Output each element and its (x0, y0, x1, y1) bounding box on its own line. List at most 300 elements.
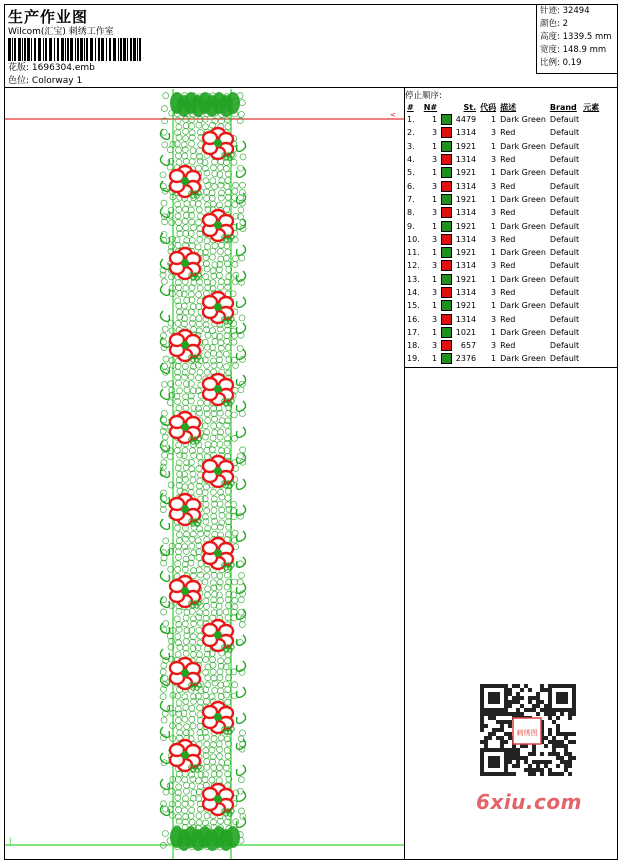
qr-module (500, 740, 504, 744)
row-element (581, 193, 601, 206)
flower-center (181, 259, 189, 267)
mesh-loop (183, 285, 189, 291)
leaf-curl-right (237, 739, 246, 749)
row-index: 6. (407, 181, 415, 191)
qr-module (560, 740, 564, 744)
mesh-loop (203, 501, 209, 507)
mesh-loop (210, 657, 216, 663)
mesh-loop (177, 388, 183, 394)
qr-module (516, 764, 520, 768)
mesh-loop (203, 484, 209, 490)
barcode-bar (133, 38, 136, 61)
color-swatch (441, 234, 452, 245)
mesh-loop (174, 616, 180, 622)
row-brand: Default (549, 301, 580, 311)
mesh-loop (232, 682, 238, 688)
mesh-loop (237, 579, 243, 585)
row-index: 15. (407, 301, 420, 311)
mesh-loop (225, 249, 231, 255)
stitch-count: 1921 (455, 194, 477, 204)
row-needle: 3 (432, 261, 438, 271)
mesh-loop (232, 182, 238, 188)
qr-module (552, 736, 556, 740)
qr-module (492, 732, 496, 736)
stitch-count: 1921 (455, 301, 477, 311)
row-element (581, 299, 601, 312)
mesh-loop (162, 326, 168, 332)
mesh-loop (210, 669, 216, 675)
barcode-bar (49, 38, 52, 61)
mesh-loop (161, 663, 167, 669)
row-code: 1 (491, 327, 497, 337)
mesh-loop (169, 812, 175, 818)
mesh-loop (177, 452, 183, 458)
qr-module (516, 752, 520, 756)
mesh-loop (237, 345, 243, 351)
mesh-loop (204, 813, 210, 819)
start-marker: < (390, 111, 396, 119)
row-brand: Default (549, 341, 580, 351)
qr-module (512, 752, 516, 756)
color-swatch (441, 314, 452, 325)
row-element (581, 140, 601, 153)
mesh-loop (217, 249, 223, 255)
mesh-loop (225, 410, 231, 416)
mesh-loop (204, 573, 210, 579)
mesh-loop (240, 154, 246, 160)
stitch-count: 2376 (455, 354, 477, 364)
flower-center (181, 423, 189, 431)
row-element (581, 246, 601, 259)
mesh-loop (212, 243, 218, 249)
qr-module (564, 768, 568, 772)
mesh-loop (233, 362, 239, 368)
mesh-loop (225, 177, 231, 183)
mesh-loop (224, 261, 230, 267)
qr-module (508, 736, 512, 740)
mesh-loop (217, 441, 223, 447)
mesh-loop (195, 375, 201, 381)
barcode-bar (84, 38, 85, 61)
mesh-loop (225, 658, 231, 664)
mesh-loop (161, 279, 167, 285)
qr-module (480, 728, 484, 732)
mesh-loop (210, 280, 216, 286)
mesh-loop (211, 423, 217, 429)
mesh-loop (203, 656, 209, 662)
row-description: Red (500, 288, 516, 297)
row-stitches (439, 193, 478, 206)
qr-module (552, 744, 556, 748)
qr-module (528, 708, 532, 712)
mesh-loop (232, 262, 238, 268)
mesh-loop (224, 338, 230, 344)
barcode-bar (12, 38, 13, 61)
mesh-loop (218, 688, 224, 694)
table-row (405, 113, 601, 126)
row-index: 10. (407, 234, 420, 244)
mesh-loop (238, 777, 244, 783)
qr-module (536, 696, 540, 700)
qr-module (508, 712, 512, 716)
mesh-loop (211, 765, 217, 771)
qr-module (544, 688, 548, 692)
qr-module (524, 708, 528, 712)
leaf-curl-right (237, 765, 246, 775)
qr-module (484, 724, 488, 728)
row-code: 3 (491, 234, 497, 244)
mesh-loop (202, 490, 208, 496)
design-preview (5, 89, 404, 859)
qr-module (544, 736, 548, 740)
mesh-loop (217, 597, 223, 603)
barcode-bar (54, 38, 55, 61)
mesh-loop (211, 507, 217, 513)
mesh-loop (196, 466, 202, 472)
mesh-loop (189, 320, 195, 326)
qr-module (480, 716, 484, 720)
mesh-loop (218, 242, 224, 248)
qr-module (548, 740, 552, 744)
table-row (405, 193, 601, 206)
qr-module (508, 688, 512, 692)
mesh-loop (217, 753, 223, 759)
mesh-loop (238, 207, 244, 213)
mesh-loop (162, 830, 168, 836)
mesh-loop (163, 789, 169, 795)
mesh-loop (232, 237, 238, 243)
col-header-needle: N# (423, 102, 438, 112)
row-code: 1 (491, 115, 497, 125)
qr-module (536, 704, 540, 708)
qr-module (500, 728, 504, 732)
qr-module (512, 700, 516, 704)
leaf-curl-right (237, 505, 246, 515)
mesh-loop (188, 560, 194, 566)
mesh-loop (175, 320, 181, 326)
mesh-loop (225, 428, 231, 434)
leaf-curl-left (160, 727, 169, 737)
qr-module (496, 720, 500, 724)
color-swatch (441, 274, 452, 285)
row-element (581, 312, 601, 325)
mesh-loop (162, 142, 168, 148)
qr-module (528, 772, 532, 776)
row-element (581, 233, 601, 246)
mesh-loop (163, 93, 169, 99)
mesh-loop (238, 387, 244, 393)
mesh-loop (169, 220, 175, 226)
row-code: 3 (491, 314, 497, 324)
mesh-loop (175, 153, 181, 159)
qr-module (536, 768, 540, 772)
header-block (4, 4, 618, 88)
mesh-loop (219, 418, 225, 424)
color-swatch (441, 127, 452, 138)
flower-center (214, 303, 222, 311)
qr-module (528, 700, 532, 704)
qr-module (528, 768, 532, 772)
row-description: Dark Green (500, 194, 546, 204)
qr-module (552, 720, 556, 724)
qr-module (520, 688, 524, 692)
row-brand: Default (549, 141, 580, 151)
row-brand: Default (549, 181, 580, 191)
barcode-bar (24, 38, 26, 61)
qr-module (536, 764, 540, 768)
qr-module (508, 692, 512, 696)
qr-module (508, 732, 512, 736)
mesh-loop (196, 165, 202, 171)
mesh-loop (212, 430, 218, 436)
row-stitches (439, 326, 478, 339)
qr-module (532, 704, 536, 708)
mesh-loop (210, 489, 216, 495)
row-element (581, 326, 601, 339)
mesh-loop (190, 147, 196, 153)
mesh-loop (196, 292, 202, 298)
qr-module (508, 772, 512, 776)
mesh-loop (196, 555, 202, 561)
qr-module (552, 748, 556, 752)
table-header-row (405, 101, 601, 113)
row-needle: 1 (432, 248, 438, 258)
mesh-loop (232, 279, 238, 285)
row-code: 3 (491, 128, 497, 138)
mesh-loop (184, 238, 190, 244)
mesh-loop (216, 747, 222, 753)
barcode-bar (18, 38, 21, 61)
mesh-loop (175, 567, 181, 573)
qr-module (544, 744, 548, 748)
qr-module (496, 712, 500, 716)
flower-center (214, 139, 222, 147)
mesh-loop (216, 765, 222, 771)
qr-code (470, 680, 586, 780)
qr-module (572, 756, 576, 760)
mesh-loop (238, 165, 244, 171)
row-needle: 1 (432, 194, 438, 204)
row-description: Red (500, 314, 516, 324)
mesh-loop (189, 772, 195, 778)
mesh-loop (169, 291, 175, 297)
software-subtitle: Wilcom(汇宝) 刺绣工作室 (8, 27, 114, 37)
mesh-loop (174, 447, 180, 453)
qr-module (536, 692, 540, 696)
mesh-loop (182, 694, 188, 700)
stitch-count: 1314 (455, 234, 477, 244)
qr-module (500, 712, 504, 716)
qr-module (504, 720, 508, 724)
qr-module (572, 712, 576, 716)
qr-module (504, 740, 508, 744)
mesh-loop (191, 621, 197, 627)
qr-module (568, 760, 572, 764)
row-stitches (439, 140, 478, 153)
mesh-loop (182, 777, 188, 783)
qr-module (556, 764, 560, 768)
flower-center (214, 795, 222, 803)
mesh-loop (240, 447, 246, 453)
qr-module (516, 756, 520, 760)
mesh-loop (203, 693, 209, 699)
mesh-loop (204, 530, 210, 536)
leaf-curl-right (237, 687, 246, 697)
qr-module (548, 772, 552, 776)
mesh-loop (239, 572, 245, 578)
qr-module (544, 712, 548, 716)
barcode-bar (127, 38, 128, 61)
mesh-loop (204, 266, 210, 272)
qr-module (508, 704, 512, 708)
mesh-loop (182, 621, 188, 627)
row-description: Red (500, 181, 516, 191)
mesh-loop (223, 692, 229, 698)
row-needle: 3 (432, 314, 438, 324)
table-row (405, 326, 601, 339)
qr-module (524, 684, 528, 688)
stitch-count: 1921 (455, 168, 477, 178)
mesh-loop (196, 614, 202, 620)
qr-module (544, 708, 548, 712)
table-row (405, 246, 601, 259)
qr-module (568, 716, 572, 720)
mesh-loop (224, 747, 230, 753)
row-description: Red (500, 128, 516, 138)
color-swatch (441, 247, 452, 258)
mesh-loop (233, 272, 239, 278)
mesh-loop (167, 147, 173, 153)
qr-module (568, 764, 572, 768)
mesh-loop (204, 362, 210, 368)
qr-module (484, 740, 488, 744)
mesh-loop (189, 783, 195, 789)
qr-module (520, 712, 524, 716)
barcode-bar (123, 38, 126, 61)
mesh-loop (183, 206, 189, 212)
row-code: 3 (491, 181, 497, 191)
color-swatch (441, 167, 452, 178)
color-swatch (441, 260, 452, 271)
row-needle: 1 (432, 168, 438, 178)
barcode-bar (113, 38, 116, 61)
mesh-loop (176, 807, 182, 813)
mesh-loop (217, 501, 223, 507)
qr-module (536, 760, 540, 764)
row-needle: 1 (432, 115, 438, 125)
qr-module (480, 740, 484, 744)
row-index: 13. (407, 274, 420, 284)
qr-module (548, 716, 552, 720)
mesh-loop (175, 117, 181, 123)
stop-sequence-table (405, 101, 601, 366)
qr-module (564, 752, 568, 756)
row-description: Red (500, 208, 516, 218)
row-brand: Default (549, 288, 580, 297)
mesh-loop (233, 819, 239, 825)
row-code: 3 (491, 155, 497, 165)
stat-colors: 颜色: 2 (540, 19, 568, 29)
row-description: Dark Green (500, 141, 546, 151)
qr-module (512, 772, 516, 776)
row-stitches (439, 179, 478, 192)
barcode-bar (27, 38, 30, 61)
qr-finder (556, 692, 568, 704)
mesh-loop (196, 778, 202, 784)
row-index: 11. (407, 248, 420, 258)
row-index: 5. (407, 168, 415, 178)
row-stitches (439, 352, 478, 365)
mesh-loop (184, 387, 190, 393)
qr-module (532, 760, 536, 764)
mesh-loop (169, 788, 175, 794)
qr-module (556, 756, 560, 760)
flower-center (181, 587, 189, 595)
mesh-loop (205, 586, 211, 592)
mesh-loop (210, 178, 216, 184)
mesh-loop (204, 758, 210, 764)
barcode-bar (31, 38, 32, 61)
mesh-loop (175, 219, 181, 225)
qr-module (568, 772, 572, 776)
leaf-curl-right (237, 323, 246, 333)
row-needle: 1 (432, 221, 438, 231)
row-brand: Default (549, 208, 580, 218)
qr-module (508, 752, 512, 756)
row-needle: 1 (432, 141, 438, 151)
design-label: 花版: (8, 63, 30, 73)
mesh-loop (223, 681, 229, 687)
mesh-loop (183, 730, 189, 736)
mesh-loop (183, 639, 189, 645)
mesh-loop (203, 261, 209, 267)
mesh-loop (183, 399, 189, 405)
mesh-loop (160, 333, 166, 339)
mesh-loop (196, 304, 202, 310)
qr-module (540, 708, 544, 712)
row-code: 1 (491, 168, 497, 178)
qr-module (484, 736, 488, 740)
mesh-loop (212, 524, 218, 530)
qr-module (548, 732, 552, 736)
stitch-count: 1314 (455, 155, 477, 165)
row-brand: Default (549, 248, 580, 258)
qr-module (556, 744, 560, 748)
mesh-loop (205, 675, 211, 681)
qr-module (504, 712, 508, 716)
mesh-loop (225, 502, 231, 508)
mesh-loop (196, 489, 202, 495)
qr-module (556, 740, 560, 744)
barcode-bar (57, 38, 59, 61)
qr-module (488, 712, 492, 716)
mesh-loop (218, 256, 224, 262)
mesh-loop (198, 699, 204, 705)
mesh-loop (161, 717, 167, 723)
row-description: Red (500, 155, 516, 165)
qr-module (484, 712, 488, 716)
qr-module (568, 752, 572, 756)
mesh-loop (196, 219, 202, 225)
mesh-loop (176, 538, 182, 544)
qr-module (564, 732, 568, 736)
mesh-loop (183, 117, 189, 123)
row-stitches (439, 339, 478, 352)
row-brand: Default (549, 234, 580, 244)
mesh-loop (190, 776, 196, 782)
mesh-loop (196, 122, 202, 128)
mesh-loop (182, 808, 188, 814)
